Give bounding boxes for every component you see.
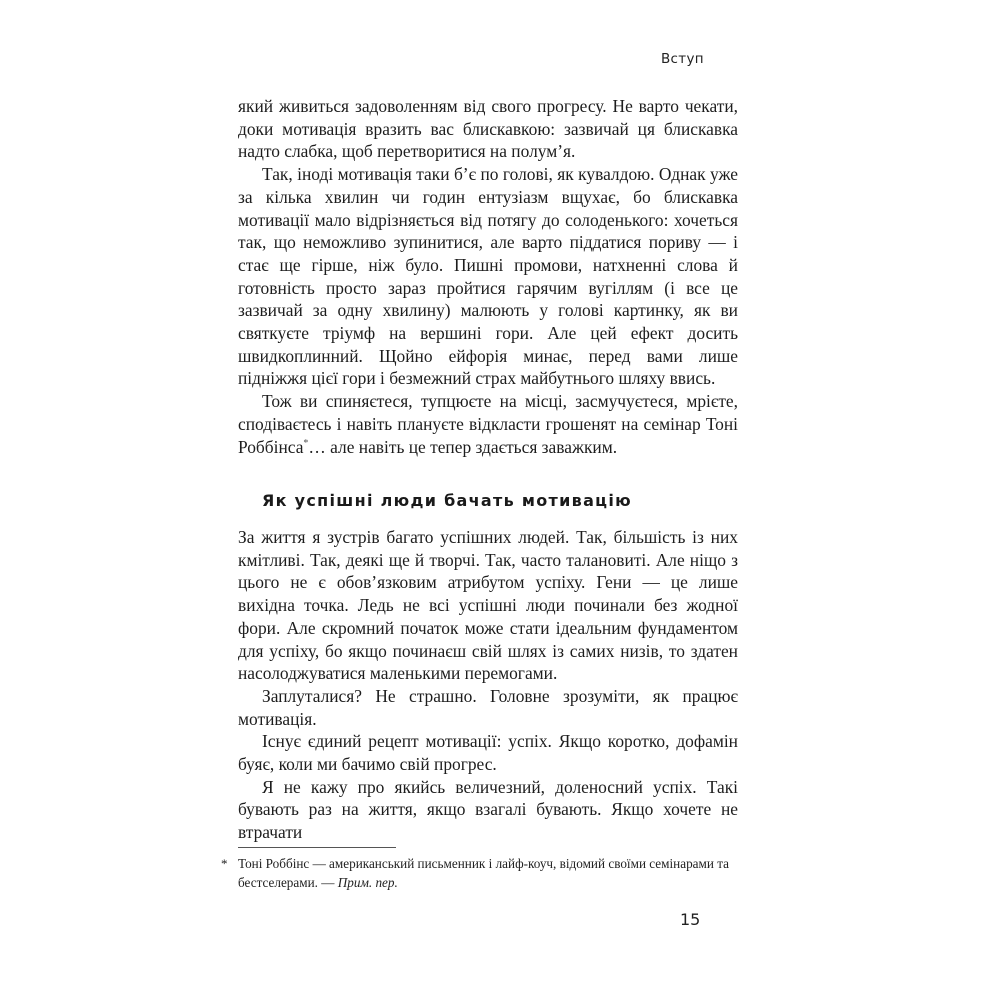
paragraph: Існує єдиний рецепт мотивації: успіх. Якщо коротко, дофамін буяє, коли ми бачимо свій прогрес. bbox=[238, 731, 738, 775]
paragraph: який живиться задоволенням від свого прогресу. Не варто чекати, доки мотивація вразить вас блискавкою: зазвичай ця блискавка надто слабка, щоб перетворитися на полум’я. bbox=[238, 96, 738, 162]
body-text-section-1 bbox=[238, 95, 738, 458]
translator-note: Прим. пер. bbox=[337, 875, 398, 890]
paragraph: Я не кажу про якийсь величезний, доленосний успіх. Такі бувають раз на життя, якщо взагалі бувають. Якщо хочете не втрачати bbox=[238, 776, 738, 843]
paragraph: Так, іноді мотивація таки б’є по голові, як кувалдою. Однак уже за кілька хвилин чи годин ентузіазм вщухає, бо блискавка мотивації мало відрізняється від потягу до солоденького: хочеться так, що неможливо зупинитися, але варто піддатися пориву — і стає ще гірше, ніж було. Пишні промови, натхненні слова й готовність просто зараз пройтися гарячим вугіллям (і все це зазвичай за одну хвилину) малюють у голові картинку, як ви святкуєте тріумф на вершині гори. Але цей ефект досить швидкоплинний. Щойно ейфорія минає, перед вами лише підніжжя цієї гори і безмежний страх майбутнього шляху ввись. bbox=[238, 164, 738, 389]
footnote-divider bbox=[238, 847, 396, 848]
footnote-marker: * bbox=[303, 437, 309, 449]
footnote bbox=[221, 854, 738, 892]
running-head: Вступ bbox=[661, 51, 704, 67]
paragraph: Заплуталися? Не страшно. Головне зрозуміти, як працює мотивація. bbox=[238, 685, 738, 729]
page-number: 15 bbox=[680, 910, 701, 929]
footnote-star: * bbox=[221, 856, 228, 871]
paragraph: За життя я зустрів багато успішних людей. Так, більшість із них кмітливі. Так, деякі ще й творчі. Так, часто талановиті. Але ніщо з цього не є обов’язковим атрибутом успіху. Гени — це лише вихідна точка. Ледь не всі успішні люди починали без жодної фори. Але скромний початок може стати ідеальним фундаментом для успіху, бо якщо починаєш свій шлях із самих низів, то здатен насолоджуватися маленькими перемогами. bbox=[238, 527, 738, 684]
body-text-section-2 bbox=[238, 526, 738, 844]
section-heading: Як успішні люди бачать мотивацію bbox=[262, 491, 632, 510]
paragraph-text: Тож ви спиняєтеся, тупцюєте на місці, засмучуєтеся, мрієте, сподіваєтесь і навіть плануєте відкласти грошенят на семінар Тоні Роббінса bbox=[238, 391, 738, 457]
footnote-text: Тоні Роббінс — американський письменник і лайф-коуч, відомий своїми семінарами та бестселерами. — bbox=[238, 856, 730, 890]
paragraph-text: … але навіть це тепер здається заважким. bbox=[308, 436, 618, 457]
paragraph bbox=[238, 390, 738, 458]
